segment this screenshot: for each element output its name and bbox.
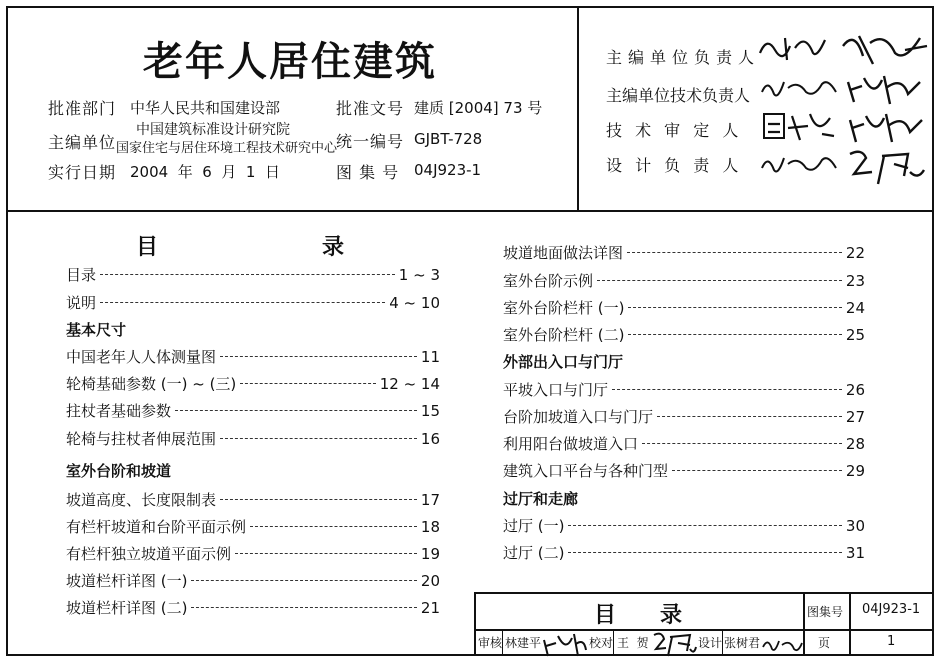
approval-doc-label: 批准文号 xyxy=(336,99,405,118)
document-title: 老年人居住建筑 xyxy=(143,39,437,85)
toc-section-basic-dimensions: 基本尺寸 xyxy=(66,321,127,339)
atlas-no-label: 图 集 号 xyxy=(336,163,400,182)
signature-row-2 xyxy=(758,68,928,108)
toc-section-entrances: 外部出入口与门厅 xyxy=(503,353,624,371)
resp-label-review: 技 术 审 定 人 xyxy=(606,121,743,140)
toc-entry-page: 26 xyxy=(845,381,865,399)
editor-value-2: 国家住宅与居住环境工程技术研究中心 xyxy=(116,141,338,156)
cell-divider xyxy=(502,630,503,656)
toc-entry-label: 拄杖者基础参数 xyxy=(66,402,172,420)
title-block-left-border xyxy=(474,592,476,656)
check-label: 校对 xyxy=(589,636,614,650)
toc-leader xyxy=(612,389,842,390)
toc-entry-cane-params[interactable] xyxy=(66,400,440,420)
title-block-atlas-label: 图集号 xyxy=(807,605,844,619)
resp-label-tech: 主编单位技术负责人 xyxy=(606,86,751,105)
toc-entry-ramp-rail-1[interactable] xyxy=(66,570,440,590)
toc-entry-label: 坡道地面做法详图 xyxy=(503,244,624,262)
toc-entry-body-measurement[interactable] xyxy=(66,346,440,366)
toc-entry-step-rail-1[interactable] xyxy=(503,297,865,317)
editor-label: 主编单位 xyxy=(48,133,117,152)
toc-entry-ramp-limits[interactable] xyxy=(66,489,440,509)
toc-title-left: 目 xyxy=(136,235,159,260)
toc-entry-ramp-floor[interactable] xyxy=(503,242,865,262)
toc-entry-independent-ramp-plan[interactable] xyxy=(66,543,440,563)
toc-leader xyxy=(568,552,841,553)
resp-label-chief-unit: 主编单位负责人 xyxy=(606,48,761,67)
toc-entry-page: 21 xyxy=(420,599,440,617)
toc-leader xyxy=(220,438,417,439)
title-block-top-border xyxy=(474,592,934,594)
toc-entry-label: 过厅 (一) xyxy=(503,517,565,535)
review-label: 审核 xyxy=(478,636,503,650)
toc-leader xyxy=(191,607,416,608)
toc-leader xyxy=(220,499,417,500)
toc-entry-page: 30 xyxy=(845,517,865,535)
toc-leader xyxy=(235,553,417,554)
toc-entry-label: 室外台阶栏杆 (二) xyxy=(503,326,625,344)
toc-entry-page: 11 xyxy=(420,348,440,366)
toc-leader xyxy=(100,302,385,303)
toc-section-halls: 过厅和走廊 xyxy=(503,490,579,508)
toc-entry-page: 19 xyxy=(420,545,440,563)
cell-divider xyxy=(613,630,614,656)
toc-leader xyxy=(100,274,395,275)
toc-entry-reach-range[interactable] xyxy=(66,428,440,448)
unified-no-label: 统一编号 xyxy=(336,132,405,151)
title-block-title-left: 目 xyxy=(594,603,617,628)
resp-label-design: 设 计 负 责 人 xyxy=(606,156,743,175)
signature-row-1 xyxy=(755,28,930,68)
toc-entry-door-types[interactable] xyxy=(503,460,865,480)
designer-signature xyxy=(760,631,804,657)
toc-entry-page: 12 ~ 14 xyxy=(379,375,440,393)
toc-leader xyxy=(240,383,375,384)
toc-entry-railed-ramp-plan[interactable] xyxy=(66,516,440,536)
toc-entry-label: 坡道高度、长度限制表 xyxy=(66,491,217,509)
toc-entry-label: 有栏杆坡道和台阶平面示例 xyxy=(66,518,247,536)
toc-leader xyxy=(250,526,417,527)
toc-entry-page: 17 xyxy=(420,491,440,509)
toc-entry-hall-2[interactable] xyxy=(503,542,865,562)
toc-entry-page: 25 xyxy=(845,326,865,344)
atlas-no-value: 04J923-1 xyxy=(414,161,482,179)
toc-entry-label: 坡道栏杆详图 (二) xyxy=(66,599,188,617)
toc-entry-page: 15 xyxy=(420,402,440,420)
toc-entry-wheelchair-params[interactable] xyxy=(66,373,440,393)
toc-leader xyxy=(191,580,416,581)
toc-entry-ramp-rail-2[interactable] xyxy=(66,597,440,617)
effective-date-label: 实行日期 xyxy=(48,163,117,182)
toc-leader xyxy=(597,280,842,281)
toc-entry-label: 室外台阶示例 xyxy=(503,272,594,290)
toc-leader xyxy=(657,416,842,417)
toc-entry-notes[interactable] xyxy=(66,292,440,312)
toc-leader xyxy=(568,525,841,526)
toc-entry-label: 室外台阶栏杆 (一) xyxy=(503,299,625,317)
toc-entry-page: 16 xyxy=(420,430,440,448)
toc-entry-step-ramp-entrance[interactable] xyxy=(503,406,865,426)
toc-entry-page: 31 xyxy=(845,544,865,562)
toc-title-right: 录 xyxy=(322,235,345,260)
toc-entry-page: 22 xyxy=(845,244,865,262)
cell-divider xyxy=(722,630,723,656)
toc-entry-label: 有栏杆独立坡道平面示例 xyxy=(66,545,232,563)
title-block-title-right: 录 xyxy=(660,603,683,628)
page-label: 页 xyxy=(818,636,831,650)
toc-leader xyxy=(642,443,842,444)
toc-entry-label: 台阶加坡道入口与门厅 xyxy=(503,408,654,426)
editor-value-1: 中国建筑标准设计研究院 xyxy=(136,122,290,138)
toc-entry-level-entrance[interactable] xyxy=(503,379,865,399)
approval-doc-value: 建质 [2004] 73 号 xyxy=(414,99,543,117)
toc-entry-page: 1 ~ 3 xyxy=(398,266,440,284)
design-name: 张树君 xyxy=(724,636,761,650)
toc-entry-step-rail-2[interactable] xyxy=(503,324,865,344)
page-value: 1 xyxy=(887,634,896,649)
approval-dept-label: 批准部门 xyxy=(48,99,117,118)
toc-entry-label: 坡道栏杆详图 (一) xyxy=(66,572,188,590)
toc-entry-page: 23 xyxy=(845,272,865,290)
toc-entry-page: 29 xyxy=(845,462,865,480)
header-divider xyxy=(6,210,934,212)
check-name: 王 贺 xyxy=(617,636,649,650)
toc-entry-label: 过厅 (二) xyxy=(503,544,565,562)
toc-entry-label: 建筑入口平台与各种门型 xyxy=(503,462,669,480)
toc-entry-page: 4 ~ 10 xyxy=(389,294,440,312)
reviewer-signature xyxy=(540,630,588,658)
toc-entry-page: 20 xyxy=(420,572,440,590)
toc-leader xyxy=(175,410,417,411)
signature-row-4 xyxy=(758,144,928,188)
toc-entry-label: 中国老年人人体测量图 xyxy=(66,348,217,366)
toc-entry-outdoor-steps-example[interactable] xyxy=(503,270,865,290)
title-block-atlas-value: 04J923-1 xyxy=(862,602,921,617)
toc-entry-label: 利用阳台做坡道入口 xyxy=(503,435,639,453)
toc-entry-balcony-ramp[interactable] xyxy=(503,433,865,453)
toc-entry-page: 24 xyxy=(845,299,865,317)
design-label: 设计 xyxy=(698,636,723,650)
toc-entry-contents[interactable] xyxy=(66,264,440,284)
toc-entry-label: 目录 xyxy=(66,266,97,284)
toc-entry-label: 轮椅与拄杖者伸展范围 xyxy=(66,430,217,448)
toc-leader xyxy=(220,356,417,357)
toc-entry-hall-1[interactable] xyxy=(503,515,865,535)
checker-signature xyxy=(650,629,698,657)
toc-leader xyxy=(627,252,842,253)
toc-leader xyxy=(672,470,842,471)
toc-entry-page: 28 xyxy=(845,435,865,453)
signature-row-3 xyxy=(758,106,928,148)
unified-no-value: GJBT-728 xyxy=(414,130,483,148)
toc-leader xyxy=(628,334,841,335)
toc-entry-label: 平坡入口与门厅 xyxy=(503,381,609,399)
toc-leader xyxy=(628,307,841,308)
review-name: 林建平 xyxy=(505,636,542,650)
approval-dept-value: 中华人民共和国建设部 xyxy=(130,99,281,117)
header-vertical-divider xyxy=(577,6,579,211)
toc-entry-page: 27 xyxy=(845,408,865,426)
title-block-divider-value xyxy=(849,592,851,656)
toc-section-outdoor-steps: 室外台阶和坡道 xyxy=(66,462,172,480)
toc-entry-page: 18 xyxy=(420,518,440,536)
toc-entry-label: 说明 xyxy=(66,294,97,312)
effective-date-value: 2004 年 6 月 1 日 xyxy=(130,163,280,181)
toc-entry-label: 轮椅基础参数 (一) ~ (三) xyxy=(66,375,237,393)
